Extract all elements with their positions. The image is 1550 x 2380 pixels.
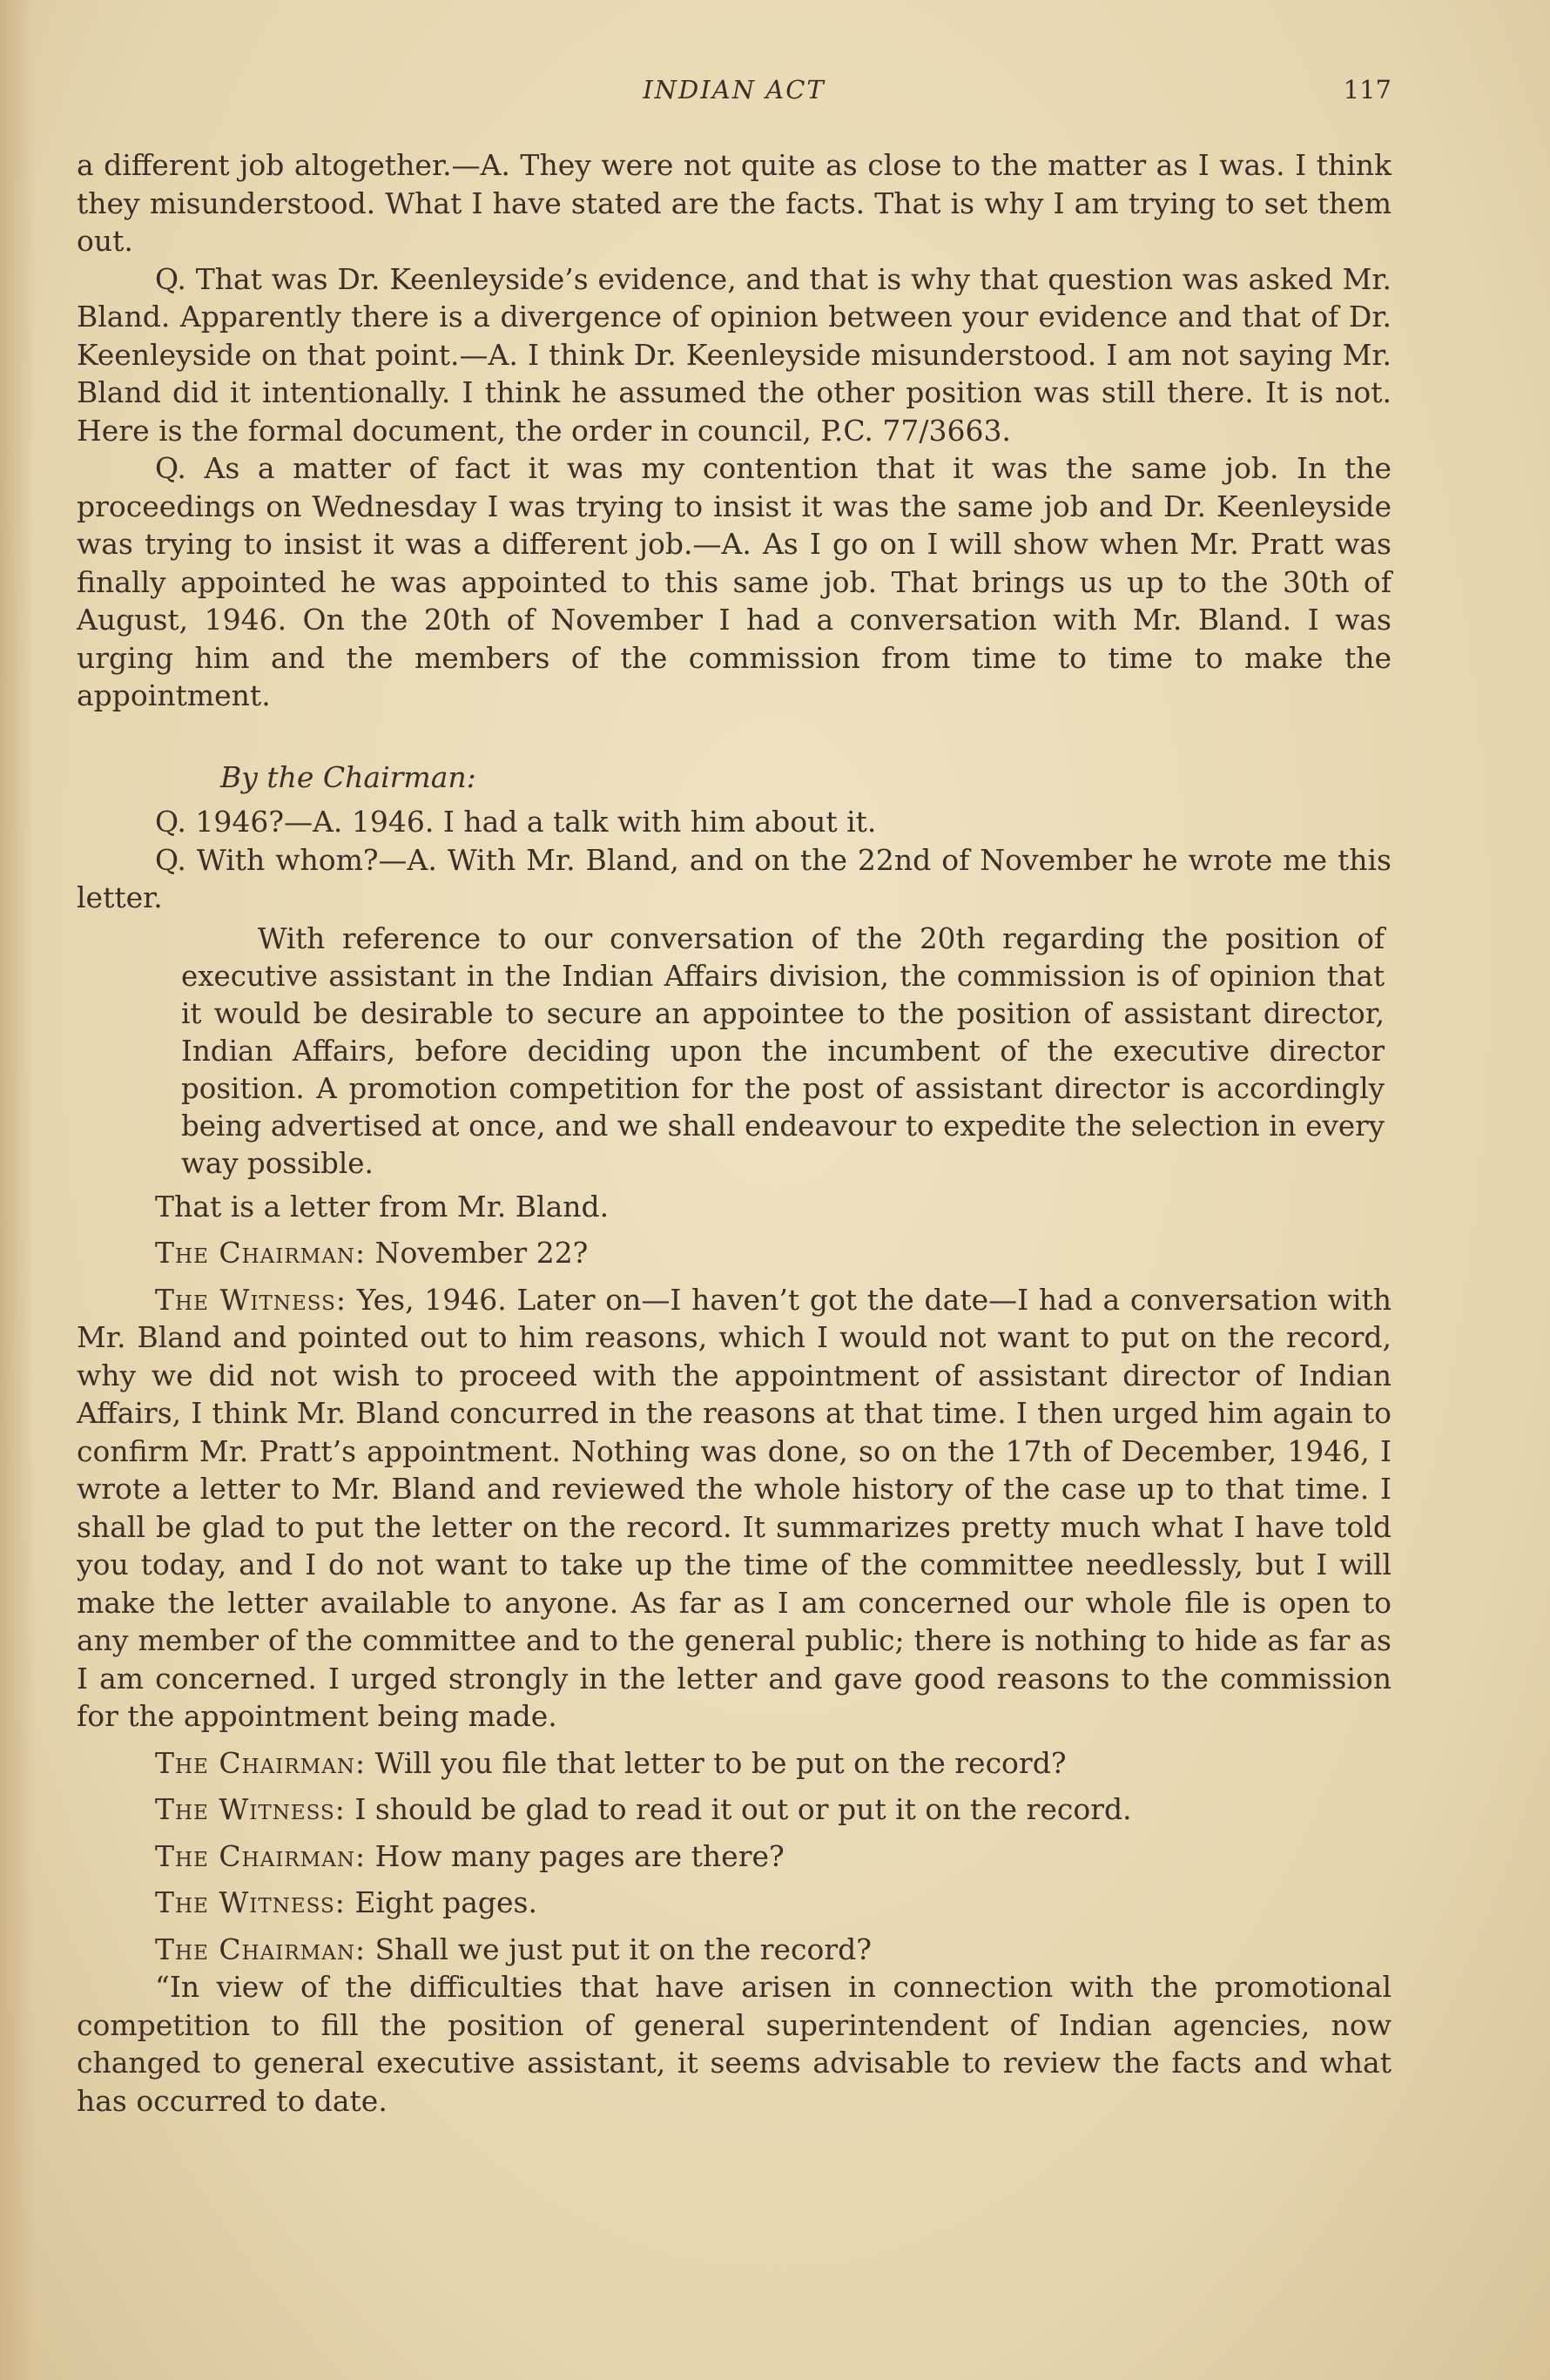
page-edge-shadow	[0, 0, 35, 2380]
dialogue-line	[77, 1931, 1392, 1969]
paragraph-question-4: Q. With whom?—A. With Mr. Bland, and on the 22nd of November he wrote me this letter.	[77, 842, 1392, 914]
letter-quotation-text: With reference to our conversation of the 20th regarding the position of executive assistant in the Indian Affairs division, the commission is of opinion that it would be desirable to secure an appointee to the position of assistant director, Indian Affairs, before deciding upon the incumbent of the executive director position. A promotion competition for the post of assistant director is accordingly being advertised at once, and we shall endeavour to expedite the selection in every way possible.	[181, 921, 1385, 1180]
section-subhead: By the Chairman:	[220, 759, 476, 794]
dialogue-line	[77, 1790, 1392, 1829]
paragraph-statement: That is a letter from Mr. Bland.	[155, 1189, 610, 1224]
speaker-label: The Chairman:	[155, 1236, 367, 1270]
dialogue-text: Yes, 1946. Later on—I haven’t got the date—I had a conversation with Mr. Bland and pointed out to him reasons, which I would not want to put on the record, why we did not wish to proceed with the appointment of assistant director of Indian Affairs, I think Mr. Bland concurred in the reasons at that time. I then urged him again to confirm Mr. Pratt’s appointment. Nothing was done, so on the 17th of December, 1946, I wrote a letter to Mr. Bland and reviewed the whole history of the case up to that time. I shall be glad to put the letter on the record. It summarizes pretty much what I have told you today, and I do not want to take up the time of the committee needlessly, but I will make the letter available to anyone. As far as I am concerned our whole file is open to any member of the committee and to the general public; there is nothing to hide as far as I am concerned. I urged strongly in the letter and gave good reasons to the commission for the appointment being made.	[77, 1282, 1392, 1733]
speaker-label: The Chairman:	[155, 1838, 367, 1873]
speaker-label: The Witness:	[155, 1792, 346, 1826]
dialogue-line	[77, 1837, 1392, 1876]
speaker-label: The Chairman:	[155, 1932, 367, 1966]
dialogue-line	[77, 1234, 1392, 1272]
dialogue-text: Shall we just put it on the record?	[366, 1932, 872, 1966]
dialogue-text: How many pages are there?	[366, 1838, 785, 1873]
speaker-label: The Witness:	[155, 1885, 346, 1919]
dialogue-text: Will you file that letter to be put on the record?	[366, 1745, 1067, 1780]
paragraph-question-1: Q. That was Dr. Keenleyside’s evidence, and that is why that question was asked Mr. Bland. Apparently there is a divergence of opinion between your evidence and that of Dr. Keenleyside on that point.—A. I think Dr. Keenleyside misunderstood. I am not saying Mr. Bland did it intentionally. I think he assumed the other position was still there. It is not. Here is the formal document, the order in council, P.C. 77/3663.	[77, 261, 1392, 448]
dialogue-text: I should be glad to read it out or put it on the record.	[345, 1792, 1132, 1826]
dialogue-line	[77, 1884, 1392, 1922]
speaker-label: The Chairman:	[155, 1745, 367, 1780]
dialogue-text: Eight pages.	[345, 1885, 537, 1919]
dialogue-line	[77, 1281, 1392, 1736]
dialogue-text: November 22?	[366, 1236, 589, 1270]
speaker-label: The Witness:	[155, 1282, 347, 1317]
paragraph-continuation: a different job altogether.—A. They were not quite as close to the matter as I was. I think they misunderstood. What I have stated are the facts. That is why I am trying to set them out.	[77, 148, 1392, 258]
page-header	[77, 75, 1392, 127]
page-number: 117	[1343, 75, 1392, 105]
paragraph-question-2: Q. As a matter of fact it was my contention that it was the same job. In the proceedings on Wednesday I was trying to insist it was the same job and Dr. Keenleyside was trying to insist it was a different job.—A. As I go on I will show when Mr. Pratt was finally appointed he was appointed to this same job. That brings us up to the 30th of August, 1946. On the 20th of November I had a conversation with Mr. Bland. I was urging him and the members of the commission from time to time to make the appointment.	[77, 451, 1392, 712]
running-title: INDIAN ACT	[643, 75, 826, 105]
dialogue-line	[77, 1744, 1392, 1783]
page-body	[77, 146, 1392, 2120]
letter-opening-paragraph: “In view of the difficulties that have arisen in connection with the promotional competition to fill the position of general superintendent of Indian agencies, now changed to general executive assistant, it seems advisable to review the facts and what has occurred to date.	[77, 1970, 1392, 2118]
letter-quotation	[77, 920, 1392, 1183]
paragraph-question-3: Q. 1946?—A. 1946. I had a talk with him about it.	[155, 805, 877, 839]
